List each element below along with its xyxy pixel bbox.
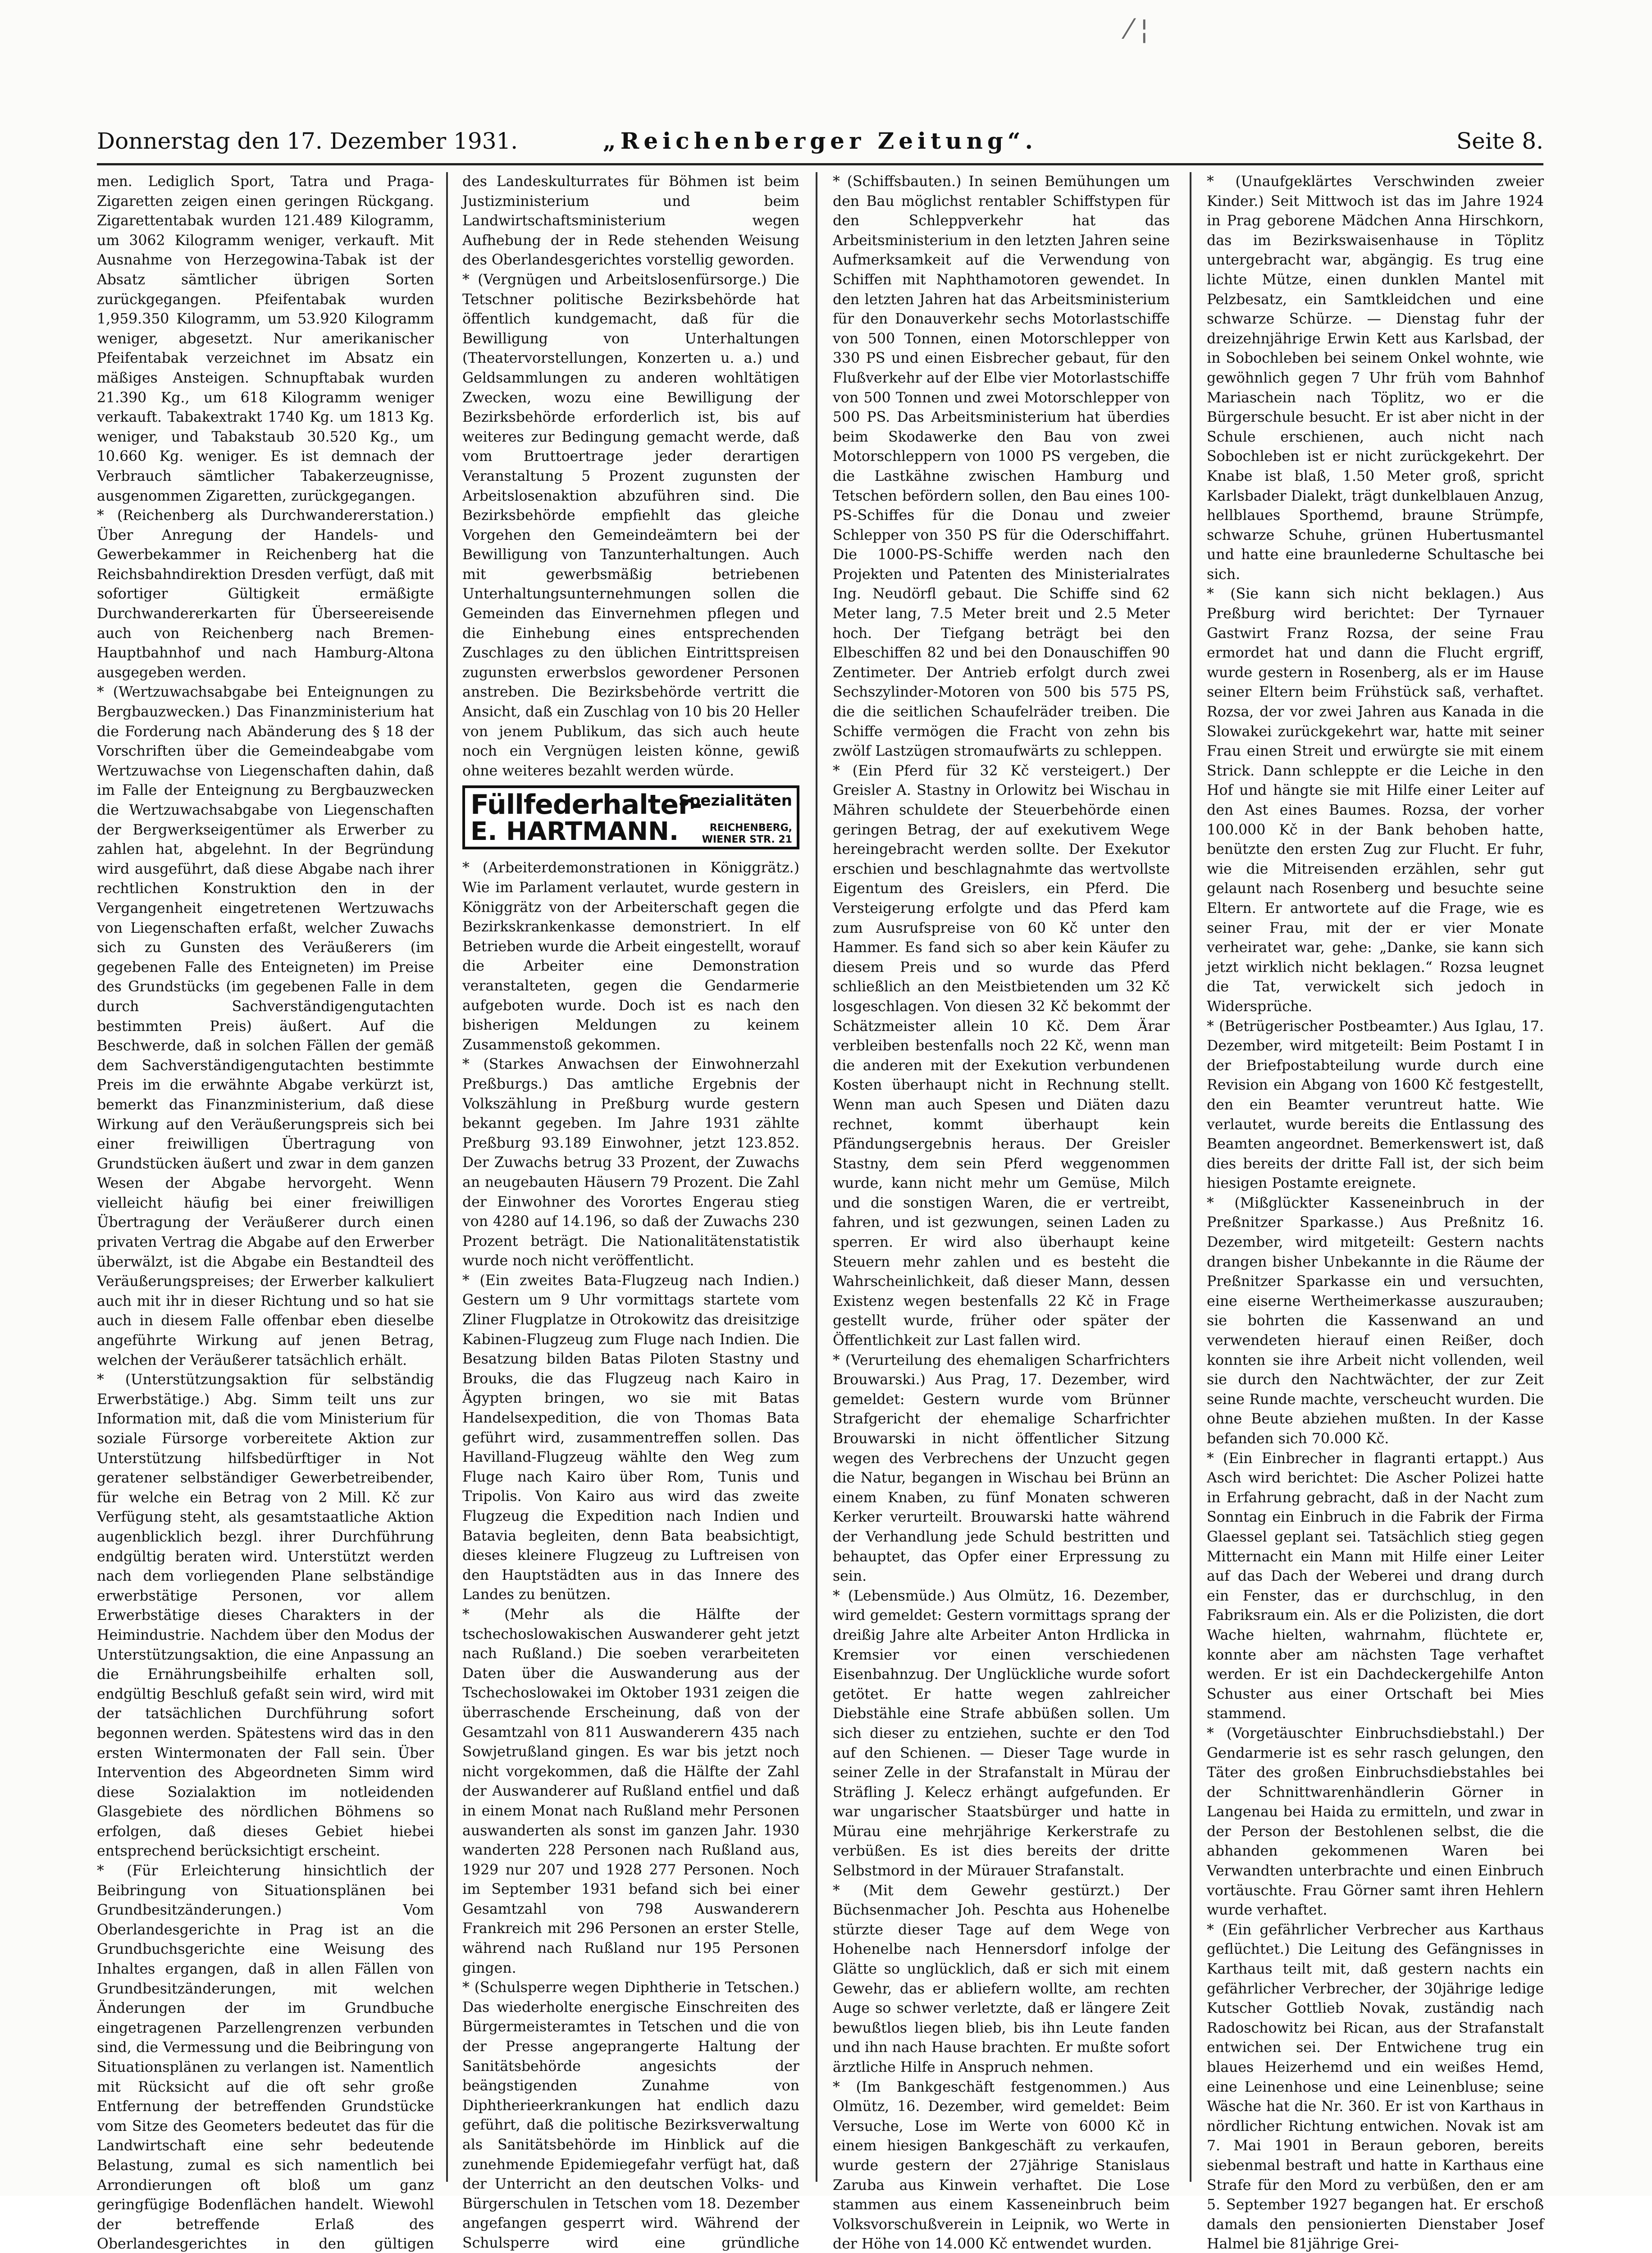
article-paragraph: * (Ein Pferd für 32 Kč versteigert.) Der Greisler A. Stastny in Orlowitz bei Wischau in Mähren schuldete der Steuerbehörde einen geringen Betrag, der auf exekutivem Wege hereingebracht werden sollte. Der Exekutor erschien und beschlagnahmte das wertvollste Eigentum des Greislers, ein Pferd. Die Versteigerung erfolgte und das Pferd kam zum Ausrufspreise von 60 Kč unter den Hammer. Es fand sich so aber kein Käufer zu diesem Preis und so wurde das Pferd schließlich an den Meistbietenden um 32 Kč losgeschlagen. Von diesen 32 Kč bekommt der Schätzmeister allein 10 Kč. Dem Ärar verbleiben bestenfalls noch 22 Kč, wenn man die anderen mit der Exekution verbundenen Kosten überhaupt nicht in Rechnung stellt. Wenn man auch Spesen und Diäten dazu rechnet, kommt überhaupt kein Pfändungsergebnis heraus. Der Greisler Stastny, dem sein Pferd weggenommen wurde, kann nicht mehr um Gemüse, Milch und die sonstigen Waren, die er vertreibt, fahren, und ist gezwungen, seinen Laden zu sperren. Er wird also überhaupt keine Steuern mehr zahlen und es besteht die Wahrscheinlichkeit, daß dieser Mann, dessen Existenz wegen bestenfalls 22 Kč in Frage gestellt wurde, früher oder später der Öffentlichkeit zur Last fallen wird. <box>833 762 1170 1349</box>
column-divider <box>446 172 448 2182</box>
article-paragraph: * (Starkes Anwachsen der Einwohnerzahl Preßburgs.) Das amtliche Ergebnis der Volkszählung in Preßburg wurde gestern bekannt gegeben. Im Jahre 1931 zählte Preßburg 93.189 Einwohner, jetzt 123.852. Der Zuwachs betrug 33 Prozent, der Zuwachs an neugebauten Häusern 79 Prozent. Die Zahl der Einwohner des Vorortes Engerau stieg von 4280 auf 14.196, so daß der Zuwachs 230 Prozent beträgt. Die Nationalitätenstatistik wurde noch nicht veröffentlicht. <box>462 1056 799 1269</box>
ad-title: Füllfederhalter- <box>470 789 702 821</box>
article-paragraph: * (Unterstützungsaktion für selbständig Erwerbstätige.) Abg. Simm teilt uns zur Information mit, daß die vom Ministerium für soziale Fürsorge vorbereitete Aktion zur Unterstützung hilfsbedürftiger in Not geratener selbständiger Gewerbetreibender, für welche ein Betrag von 2 Mill. Kč zur Verfügung steht, als gesamtstaatliche Aktion augenblicklich bezgl. ihrer Durchführung endgültig beraten wird. Unterstützt werden nach dem vorliegenden Plane selbständige erwerbstätige Personen, vor allem Erwerbstätige dieses Charakters in der Heimindustrie. Nachdem über den Modus der Unterstützungsaktion, die eine Anpassung an die Ernährungsbeihilfe erhalten soll, endgültig Beschluß gefaßt sein wird, wird mit der tatsächlichen Durchführung sofort begonnen werden. Spätestens wird das in den ersten Wintermonaten der Fall sein. Über Intervention des Abgeordneten Simm wird diese Sozialaktion im notleidenden Glasgebiete des nördlichen Böhmens so erfolgen, daß dieses Gebiet hiebei entsprechend berücksichtigt erscheint. <box>97 1372 434 1860</box>
ad-sidebar <box>675 793 792 846</box>
header-title: „Reichenberger Zeitung“. <box>603 128 1037 154</box>
article-paragraph: * (Sie kann sich nicht beklagen.) Aus Preßburg wird berichtet: Der Tyrnauer Gastwirt Franz Rozsa, der seine Frau ermordet hat und dann die Flucht ergriff, wurde gestern in Rosenberg, als er im Hause seiner Eltern beim Frühstück saß, verhaftet. Rozsa, der vor zwei Jahren aus Kanada in die Slowakei zurückgekehrt war, hatte mit seiner Frau einen Streit und erwürgte sie mit einem Strick. Dann schleppte er die Leiche in den Hof und hängte sie mit Hilfe einer Leiter auf den Ast eines Baumes. Rozsa, der vorher 100.000 Kč in der Bank behoben hatte, benützte den ersten Zug zur Flucht. Er fuhr, wie die Mitreisenden erzählen, sehr gut gelaunt nach Rosenberg und besuchte seine Eltern. Er antwortete auf die Frage, wie es seiner Frau, mit der er vier Monate verheiratet war, gehe: „Danke, sie kann sich jetzt wirklich nicht beklagen.“ Rozsa leugnet die Tat, verwickelt sich jedoch in Widersprüche. <box>1207 586 1544 1015</box>
ad-company-name: E. HARTMANN. <box>470 817 679 847</box>
article-paragraph: * (Vergnügen und Arbeitslosenfürsorge.) Die Tetschner politische Bezirksbehörde hat öffentlich kundgemacht, daß für die Bewilligung von Unterhaltungen (Theatervorstellungen, Konzerten u. a.) und Geldsammlungen zu anderen wohltätigen Zwecken, wozu eine Bewilligung der Bezirksbehörde erforderlich ist, bis auf weiteres zur Bedingung gemacht werde, daß vom Bruttoertrage jeder derartigen Veranstaltung 5 Prozent zugunsten der Arbeitslosenaktion abzuführen sind. Die Bezirksbehörde empfiehlt das gleiche Vorgehen den Gemeindeämtern bei der Bewilligung von Tanzunterhaltungen. Auch mit gewerbsmäßig betriebenen Unterhaltungsunternehmungen sollen die Gemeinden das Einvernehmen pflegen und die Einhebung eines entsprechenden Zuschlages zu den üblichen Eintrittspreisen zugunsten erwerbslos gewordener Personen anstreben. Die Bezirksbehörde vertritt die Ansicht, daß ein Zuschlag von 10 bis 20 Heller von jenem Publikum, das sich auch heute noch ein Vergnügen leisten könne, gewiß ohne weiteres bezahlt werden würde. <box>462 271 799 779</box>
page-header <box>97 125 1543 161</box>
column-2 <box>462 172 799 2251</box>
article-paragraph: * (Lebensmüde.) Aus Olmütz, 16. Dezember, wird gemeldet: Gestern vormittags sprang der dreißig Jahre alte Arbeiter Anton Hrdlicka in Kremsier vor einen verschiedenen Eisenbahnzug. Der Unglückliche wurde sofort getötet. Er hatte wegen zahlreicher Diebstähle eine Strafe abbüßen sollen. Um sich dieser zu entziehen, suchte er den Tod auf den Schienen. — Dieser Tage wurde in seiner Zelle in der Strafanstalt in Mürau der Sträfling J. Kelecz erhängt aufgefunden. Er war ungarischer Staatsbürger und hatte in Mürau eine mehrjährige Kerkerstrafe zu verbüßen. Es ist dies bereits der dritte Selbstmord in der Mürauer Strafanstalt. <box>833 1587 1170 1879</box>
ad-address: WIENER STR. 21 <box>702 834 792 846</box>
article-paragraph: * (Ein Einbrecher in flagranti ertappt.) Aus Asch wird berichtet: Die Ascher Polizei hatte in Erfahrung gebracht, daß in der Nacht zum Sonntag ein Einbruch in die Fabrik der Firma Glaessel geplant sei. Tatsächlich stieg gegen Mitternacht ein Mann mit Hilfe einer Leiter auf das Dach der Weberei und drang durch ein Fenster, das er durchschlug, in den Fabriksraum ein. Als er die Polizisten, die dort Wache hielten, wahrnahm, flüchtete er, konnte aber am nächsten Tage verhaftet werden. Er ist ein Dachdeckergehilfe Anton Schuster aus einer Ortschaft bei Mies stammend. <box>1207 1450 1544 1722</box>
article-paragraph: * (Mißglückter Kasseneinbruch in der Preßnitzer Sparkasse.) Aus Preßnitz 16. Dezember, wird mitgeteilt: Gestern nachts drangen bisher Unbekannte in die Räume der Preßnitzer Sparkasse ein und versuchten, eine eiserne Wertheimerkasse auszurauben; sie bohrten die Kassenwand an und verwendeten hierauf einen Reißer, doch konnten sie ihre Arbeit nicht vollenden, weil sie durch den Nachtwächter, der zur Zeit seine Runde machte, verscheucht wurden. Die ohne Beute abziehen mußten. In der Kasse befanden sich 70.000 Kč. <box>1207 1195 1544 1447</box>
article-paragraph: * (Ein gefährlicher Verbrecher aus Karthaus geflüchtet.) Die Leitung des Gefängnisses in Karthaus teilt mit, daß gestern nachts ein gefährlicher Verbrecher, der 30jährige ledige Kutscher Gottlieb Novak, zuständig nach Radoschowitz bei Rican, aus der Strafanstalt entwichen sei. Der Entwichene trug ein blaues Heizerhemd und ein weißes Hemd, eine Leinenhose und eine Leinenbluse; seine Wäsche hat die Nr. 360. Er ist von Karthaus in nördlicher Richtung entwichen. Novak ist am 7. Mai 1901 in Beraun geboren, bereits siebenmal bestraft und hatte in Karthaus eine Strafe für den Mord zu verbüßen, den er am 5. September 1927 begangen hat. Er erschoß damals den pensionierten Dienstaber Josef Halmel bie 81jährige Grei- <box>1207 1921 1544 2253</box>
article-paragraph: * (Mehr als die Hälfte der tschechoslowakischen Auswanderer geht jetzt nach Rußland.) Die soeben verarbeiteten Daten über die Auswanderung aus der Tschechoslowakei im Oktober 1931 zeigen die überraschende Erscheinung, daß von der Gesamtzahl von 811 Auswanderern 435 nach Sowjetrußland gingen. Es war bis jetzt noch nicht vorgekommen, daß die Hälfte der Zahl der Auswanderer auf Rußland entfiel und daß in einem Monat nach Rußland mehr Personen auswanderten als sonst im ganzen Jahr. 1930 wanderten 228 Personen nach Rußland aus, 1929 nur 207 und 1928 277 Personen. Noch im September 1931 befand sich bei einer Gesamtzahl von 798 Auswanderern Frankreich mit 296 Personen an erster Stelle, während nach Rußland nur 195 Personen gingen. <box>462 1606 799 1976</box>
header-rule <box>97 163 1543 165</box>
article-paragraph: * (Wertzuwachsabgabe bei Enteignungen zu Bergbauzwecken.) Das Finanzministerium hat die Forderung nach Abänderung des § 18 der Vorschriften über die Gemeindeabgabe vom Wertzuwachse von Liegenschaften dahin, daß im Falle der Enteignung zu Bergbauzwecken die Wertzuwachsabgabe von Liegenschaften der Bergwerkseigentümer als Erwerber zu zahlen hat, abgelehnt. In der Begründung wird ausgeführt, daß diese Abgabe nach ihrer rechtlichen Konstruktion den in der Vergangenheit eingetretenen Wertzuwachs von Liegenschaften erfaßt, welcher Zuwachs sich zu Gunsten des Veräußerers (im gegebenen Falle des Enteigneten) im Preise des Grundstücks (im gegebenen Falle in dem durch Sachverständigengutachten bestimmten Preis) äußert. Auf die Beschwerde, daß in solchen Fällen der gemäß dem Sachverständigengutachten bestimmte Preis im die erwähnte Abgabe verkürzt ist, bemerkt das Finanzministerium, daß diese Wirkung auf den Veräußerungspreis sich bei einer freiwilligen Übertragung von Grundstücken äußert und zwar in dem ganzen Wesen der Abgabe hervorgeht. Wenn vielleicht häufig bei einer freiwilligen Übertragung der Veräußerer durch einen privaten Vertrag die Abgabe auf den Erwerber überwälzt, ist die Abgabe ein Bestandteil des Veräußerungspreises; der Erwerber kalkuliert auch mit ihr in dieser Richtung und so hat sie auch in diesem Falle offenbar eben dieselbe angeführte Wirkung auf jenen Betrag, welchen der Veräußerer tatsächlich erhält. <box>97 684 434 1368</box>
article-paragraph: * (Unaufgeklärtes Verschwinden zweier Kinder.) Seit Mittwoch ist das im Jahre 1924 in Prag geborene Mädchen Anna Hirschkorn, das im Bezirkswaisenhause in Töplitz untergebracht war, abgängig. Es trug eine lichte Mütze, einen dunklen Mantel mit Pelzbesatz, ein Samtkleidchen und eine schwarze Schürze. — Dienstag fuhr der dreizehnjährige Erwin Kett aus Karlsbad, der in Sobochleben bei seinem Onkel wohnte, wie gewöhnlich gegen 7 Uhr früh vom Bahnhof Mariaschein nach Töplitz, wo er die Bürgerschule besucht. Er ist aber nicht in der Schule erschienen, auch nicht nach Sobochleben ist er nicht zurückgekehrt. Der Knabe ist blaß, 1.50 Meter groß, spricht Karlsbader Dialekt, trägt dunkelblauen Anzug, hellblaues Sporthemd, braune Strümpfe, schwarze Schuhe, grünen Hubertusmantel und hatte eine braunlederne Schultasche bei sich. <box>1207 173 1544 583</box>
column-1 <box>97 172 434 2253</box>
article-paragraph: * (Arbeiterdemonstrationen in Königgrätz.) Wie im Parlament verlautet, wurde gestern in Königgrätz von der Arbeiterschaft gegen die Bezirkskrankenkasse demonstriert. In elf Betrieben wurde die Arbeit eingestellt, worauf die Arbeiter eine Demonstration veranstalteten, gegen die Gendarmerie aufgeboten wurde. Doch ist es nach den bisherigen Meldungen zu keinem Zusammenstoß gekommen. <box>462 860 799 1053</box>
article-paragraph: * (Vorgetäuschter Einbruchsdiebstahl.) Der Gendarmerie ist es sehr rasch gelungen, den Täter des großen Einbruchsdiebstahles bei der Schnittwarenhändlerin Görner in Langenau bei Haida zu ermitteln, und zwar in der Person der Bestohlenen selbst, die die abhanden gekommenen Waren bei Verwandten unterbrachte und einen Einbruch vortäuschte. Frau Görner samt ihren Hehlern wurde verhaftet. <box>1207 1725 1544 1919</box>
column-4 <box>1207 172 1544 2253</box>
article-paragraph: * (Im Bankgeschäft festgenommen.) Aus Olmütz, 16. Dezember, wird gemeldet: Beim Versuche, Lose im Werte von 6000 Kč in einem hiesigen Bankgeschäft zu verkaufen, wurde gestern der 27jährige Stanislaus Zaruba aus Kinwein verhaftet. Die Lose stammen aus einem Kasseneinbruch beim Volksvorschußverein in Leipnik, wo Werte in der Höhe von 14.000 Kč entwendet wurden. <box>833 2079 1170 2253</box>
advertisement-box <box>462 785 799 849</box>
article-paragraph: * (Für Erleichterung hinsichtlich der Beibringung von Situationsplänen bei Grundbesitzänderungen.) Vom Oberlandesgerichte in Prag ist an die Grundbuchsgerichte eine Weisung des Inhaltes ergangen, daß in allen Fällen von Grundbesitzänderungen, mit welchen Änderungen der im Grundbuche eingetragenen Parzellengrenzen verbunden sind, die Vermessung und die Beibringung von Situationsplänen zu verlangen ist. Namentlich mit Rücksicht auf die oft sehr große Entfernung der betreffenden Grundstücke vom Sitze des Geometers bedeutet das für die Landwirtschaft eine sehr bedeutende Belastung, zumal es sich namentlich bei Arrondierungen oft bloß um ganz geringfügige Bodenflächen handelt. Wiewohl der betreffende Erlaß des Oberlandesgerichtes in den gültigen <box>97 1863 434 2253</box>
column-divider <box>816 172 817 2182</box>
article-paragraph: * (Mit dem Gewehr gestürzt.) Der Büchsenmacher Joh. Peschta aus Hohenelbe stürzte dieser Tage auf dem Wege von Hohenelbe nach Hennersdorf infolge der Glätte so unglücklich, daß er sich mit einem Gewehr, das er abliefern wollte, am rechten Auge so schwer verletzte, daß er längere Zeit bewußtlos liegen blieb, bis ihn Leute fanden und ihn nach Hause brachten. Er mußte sofort ärztliche Hilfe in Anspruch nehmen. <box>833 1882 1170 2075</box>
scan-marks: ⁄ ¦ <box>1127 14 1149 45</box>
article-paragraph: * (Betrügerischer Postbeamter.) Aus Iglau, 17. Dezember, wird mitgeteilt: Beim Postamt I in der Briefpostabteilung wurde durch eine Revision ein Abgang von 1600 Kč festgestellt, den ein Beamter veruntreut hatte. Wie verlautet, wurde bereits die Entlassung des Beamten angeordnet. Bemerkenswert ist, daß dies bereits der dritte Fall ist, der sich beim hiesigen Postamte ereignete. <box>1207 1018 1544 1192</box>
article-paragraph: des Landeskulturrates für Böhmen ist beim Justizministerium und beim Landwirtschaftsministerium wegen Aufhebung der in Rede stehenden Weisung des Oberlandesgerichtes vorstellig geworden. <box>462 173 799 269</box>
article-paragraph: * (Ein zweites Bata-Flugzeug nach Indien.) Gestern um 9 Uhr vormittags startete vom Zliner Flugplatze in Otrokowitz das dreisitzige Kabinen-Flugzeug zum Fluge nach Indien. Die Besatzung bilden Batas Piloten Stastny und Brouks, die das Flugzeug nach Kairo in Ägypten bringen, wo sie mit Batas Handelsexpedition, die von Thomas Bata geführt wird, zusammentreffen sollen. Das Havilland-Flugzeug wählte den Weg zum Fluge nach Kairo über Rom, Tunis und Tripolis. Von Kairo aus wird das zweite Flugzeug die Expedition nach Indien und Batavia begleiten, denn Bata beabsichtigt, dieses kleinere Flugzeug zu Luftreisen von den Hauptstädten aus in das Innere des Landes zu benützen. <box>462 1272 799 1603</box>
column-divider <box>1190 172 1191 2182</box>
article-paragraph: * (Reichenberg als Durchwandererstation.) Über Anregung der Handels- und Gewerbekammer in Reichenberg hat die Reichsbahndirektion Dresden verfügt, daß mit sofortiger Gültigkeit ermäßigte Durchwandererkarten für Überseereisende auch von Reichenberg nach Bremen-Hauptbahnhof und nach Hamburg-Altona ausgegeben werden. <box>97 507 434 681</box>
header-page-number: Seite 8. <box>1456 128 1543 154</box>
article-paragraph: * (Schulsperre wegen Diphtherie in Tetschen.) Das wiederholte energische Einschreiten des Bürgermeisteramtes in Tetschen und die von der Presse angeprangerte Haltung der Sanitätsbehörde angesichts der beängstigenden Zunahme von Diphtherieerkrankungen hat endlich dazu geführt, daß die politische Bezirksverwaltung als Sanitätsbehörde im Hinblick auf die zunehmende Epidemiegefahr verfügt hat, daß der Unterricht an den deutschen Volks- und Bürgerschulen in Tetschen vom 18. Dezember angefangen gesperrt wird. Während der Schulsperre wird eine gründliche <box>462 1979 799 2251</box>
column-3 <box>833 172 1170 2253</box>
header-date: Donnerstag den 17. Dezember 1931. <box>97 128 518 154</box>
ad-specialties: Spezialitäten <box>678 792 792 810</box>
article-paragraph: men. Lediglich Sport, Tatra und Praga-Zigaretten zeigen einen geringen Rückgang. Zigarettentabak wurden 121.489 Kilogramm, um 3062 Kilogramm weniger, verkauft. Mit Ausnahme von Herzegowina-Tabak ist der Absatz sämtlicher übrigen Sorten zurückgegangen. Pfeifentabak wurden 1,959.350 Kilogramm, um 53.920 Kilogramm weniger, abgesetzt. Nur amerikanischer Pfeifentabak verzeichnet im Absatz ein mäßiges Ansteigen. Schnupftabak wurden 21.390 Kg., um 618 Kilogramm weniger verkauft. Tabakextrakt 1740 Kg. um 1813 Kg. weniger, und Tabakstaub 30.520 Kg., um 10.660 Kg. weniger. Es ist demnach der Verbrauch sämtlicher Tabakerzeugnisse, ausgenommen Zigaretten, zurückgegangen. <box>97 173 434 504</box>
article-paragraph: * (Schiffsbauten.) In seinen Bemühungen um den Bau möglichst rentabler Schiffstypen für den Schleppverkehr hat das Arbeitsministerium in den letzten Jahren seine Aufmerksamkeit auf die Verwendung von Schiffen mit Naphthamotoren gewendet. In den letzten Jahren hat das Arbeitsministerium für den Donauverkehr sechs Motorlastschiffe von 500 Tonnen, einen Motorschlepper von 330 PS und einen Eisbrecher gebaut, für den Flußverkehr auf der Elbe vier Motorlastschiffe von 500 Tonnen und zwei Motorschlepper von 500 PS. Das Arbeitsministerium hat überdies beim Skodawerke den Bau von zwei Motorschleppern von 1000 PS vergeben, die die Lastkähne zwischen Hamburg und Tetschen befördern sollen, den Bau eines 100-PS-Schiffes für die Donau und zweier Schlepper von 350 PS für die Oderschiffahrt. Die 1000-PS-Schiffe werden nach den Projekten und Patenten des Ministerialrates Ing. Neudörfl gebaut. Die Schiffe sind 62 Meter lang, 7.5 Meter breit und 2.5 Meter hoch. Der Tiefgang beträgt bei den Elbeschiffen 82 und bei den Donauschiffen 90 Zentimeter. Der Antrieb erfolgt durch zwei Sechszylinder-Motoren von 500 bis 575 PS, die die seitlichen Schaufelräder treiben. Die Schiffe vermögen die Fracht von zehn bis zwölf Lastzügen stromaufwärts zu schleppen. <box>833 173 1170 760</box>
article-paragraph: * (Verurteilung des ehemaligen Scharfrichters Brouwarski.) Aus Prag, 17. Dezember, wird gemeldet: Gestern wurde vom Brünner Strafgericht der ehemalige Scharfrichter Brouwarski in nicht öffentlicher Sitzung wegen des Verbrechens der Unzucht gegen die Natur, begangen in Wischau bei Brünn an einem Knaben, zu fünf Monaten schweren Kerker verurteilt. Brouwarski hatte während der Verhandlung jede Schuld bestritten und behauptet, das Opfer einer Erpressung zu sein. <box>833 1352 1170 1585</box>
ad-city: REICHENBERG, <box>709 822 792 834</box>
